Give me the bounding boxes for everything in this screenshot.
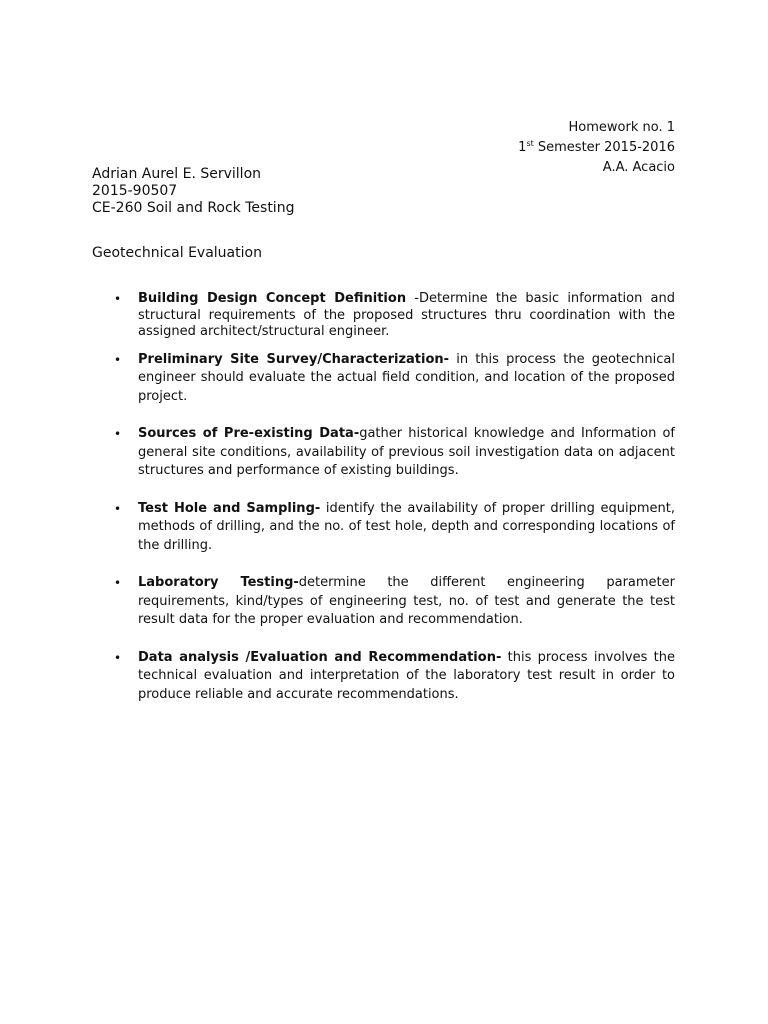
item-description: gather historical knowledge and Information of general site conditions, availability of previous soil investigation data on adjacent structures and performance of existing buildings. bbox=[138, 426, 676, 478]
item-description: this process involves the technical evaluation and interpretation of the laboratory test result in order to produce reliable and accurate recommendations. bbox=[138, 649, 675, 702]
semester-ordinal-number: 1 bbox=[518, 140, 527, 155]
list-item bbox=[92, 291, 675, 341]
item-term: Preliminary Site Survey/Characterization- bbox=[138, 351, 450, 367]
item-description: -Determine the basic information and structural requirements of the proposed structures thru coordination with the assigned architect/structural engineer. bbox=[138, 291, 675, 339]
document-header bbox=[518, 118, 675, 178]
list-item bbox=[92, 500, 675, 556]
item-term: Data analysis /Evaluation and Recommendation- bbox=[138, 649, 502, 665]
semester-line bbox=[518, 138, 675, 158]
bullet-icon: • bbox=[114, 427, 122, 441]
item-term: Sources of Pre-existing Data- bbox=[138, 426, 360, 441]
list-item bbox=[92, 425, 675, 481]
list-item bbox=[92, 351, 675, 407]
student-info bbox=[92, 166, 294, 217]
student-number: 2015-90507 bbox=[92, 183, 178, 199]
bullet-icon: • bbox=[114, 576, 122, 590]
list-item bbox=[92, 649, 675, 705]
semester-ordinal-suffix: st bbox=[526, 139, 534, 148]
item-description: determine the different engineering parameter requirements, kind/types of engineering test, no. of test and generate the test result data for the proper evaluation and recommendation. bbox=[138, 575, 675, 627]
bullet-icon: • bbox=[114, 352, 122, 367]
item-term: Laboratory Testing- bbox=[138, 575, 299, 590]
item-term: Test Hole and Sampling- bbox=[138, 500, 321, 516]
course-title: CE-260 Soil and Rock Testing bbox=[92, 200, 295, 216]
evaluation-steps-list bbox=[92, 291, 675, 704]
item-term: Building Design Concept Definition bbox=[138, 291, 407, 306]
bullet-icon: • bbox=[114, 501, 122, 516]
student-name: Adrian Aurel E. Servillon bbox=[92, 166, 262, 182]
item-description: identify the availability of proper drilling equipment, methods of drilling, and the no. of test hole, depth and corresponding locations of the drilling. bbox=[138, 500, 675, 553]
semester-text: Semester 2015-2016 bbox=[533, 140, 675, 155]
section-heading: Geotechnical Evaluation bbox=[92, 245, 262, 261]
item-description: in this process the geotechnical engineer should evaluate the actual field condition, and location of the proposed project. bbox=[138, 351, 675, 404]
list-item bbox=[92, 574, 675, 630]
instructor-name: A.A. Acacio bbox=[602, 160, 675, 175]
bullet-icon: • bbox=[114, 292, 122, 306]
homework-number: Homework no. 1 bbox=[568, 120, 675, 135]
bullet-icon: • bbox=[114, 650, 122, 665]
